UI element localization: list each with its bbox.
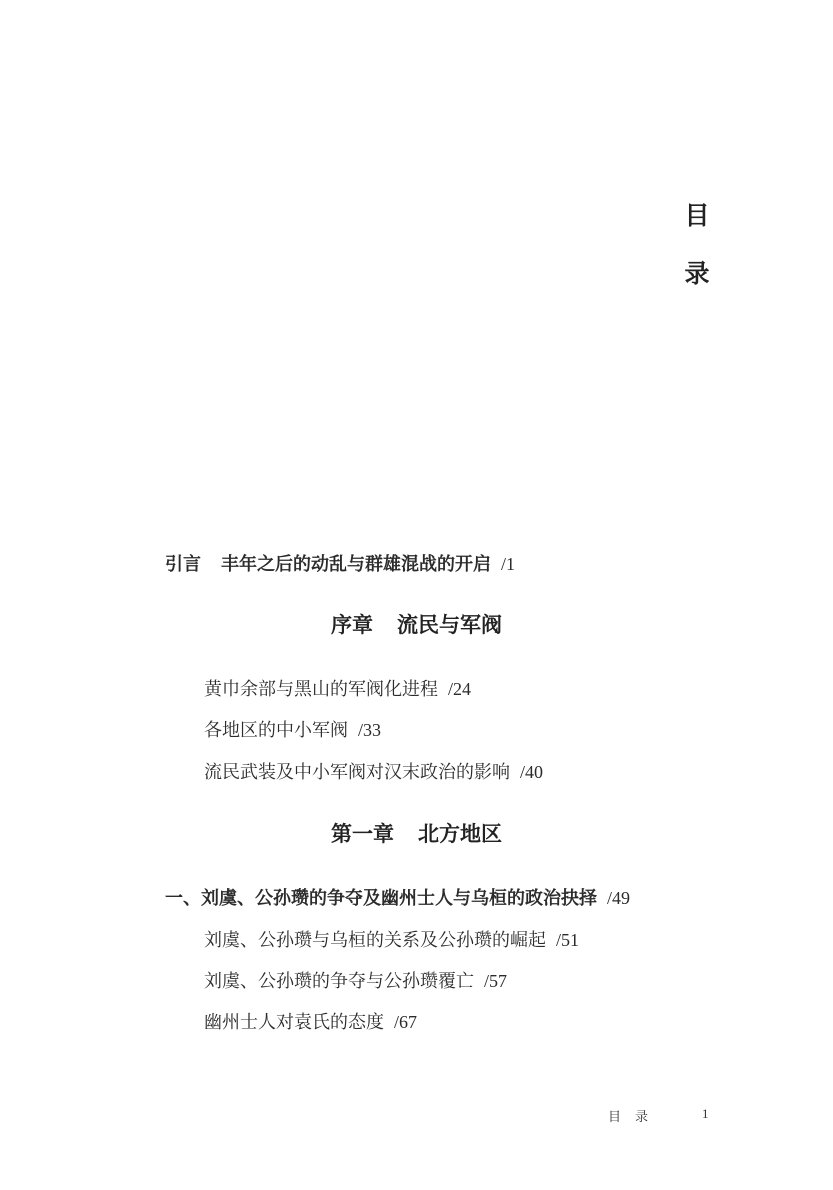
intro-text: 丰年之后的动乱与群雄混战的开启 xyxy=(221,554,491,575)
toc-entry[interactable] xyxy=(204,926,579,952)
entry-text: 各地区的中小军阀 xyxy=(204,720,348,741)
section-text: 一、刘虞、公孙瓒的争夺及幽州士人与乌桓的政治抉择 xyxy=(165,888,597,909)
toc-title-char-1: 目 xyxy=(684,201,710,230)
entry-text: 刘虞、公孙瓒的争夺与公孙瓒覆亡 xyxy=(204,971,474,992)
intro-label: 引言 xyxy=(165,554,201,575)
chapter-title: 流民与军阀 xyxy=(397,613,502,637)
entry-page: /40 xyxy=(520,762,544,782)
entry-text: 刘虞、公孙瓒与乌桓的关系及公孙瓒的崛起 xyxy=(204,930,546,951)
chapter-heading-preface xyxy=(0,609,833,639)
entry-page: /33 xyxy=(358,720,382,740)
entry-text: 黄巾余部与黑山的军阀化进程 xyxy=(204,679,438,700)
intro-entry[interactable] xyxy=(165,550,515,576)
footer-page-number: 1 xyxy=(702,1106,709,1121)
entry-text: 流民武装及中小军阀对汉末政治的影响 xyxy=(204,762,510,783)
toc-entry[interactable] xyxy=(204,967,507,993)
section-entry[interactable] xyxy=(165,884,630,910)
toc-entry[interactable] xyxy=(204,1008,417,1034)
chapter-label: 第一章 xyxy=(331,822,394,846)
toc-entry[interactable] xyxy=(204,675,471,701)
chapter-title: 北方地区 xyxy=(418,822,502,846)
intro-page: /1 xyxy=(501,554,516,574)
entry-page: /51 xyxy=(556,930,580,950)
chapter-label: 序章 xyxy=(331,613,373,637)
entry-page: /57 xyxy=(484,971,508,991)
entry-text: 幽州士人对袁氏的态度 xyxy=(204,1012,384,1033)
section-page: /49 xyxy=(607,888,631,908)
entry-page: /67 xyxy=(394,1012,418,1032)
footer-label: 目录 xyxy=(608,1110,663,1125)
entry-page: /24 xyxy=(448,679,472,699)
chapter-heading-1 xyxy=(0,818,833,848)
toc-entry[interactable] xyxy=(204,758,543,784)
toc-title-char-2: 录 xyxy=(684,259,710,288)
toc-entry[interactable] xyxy=(204,716,381,742)
